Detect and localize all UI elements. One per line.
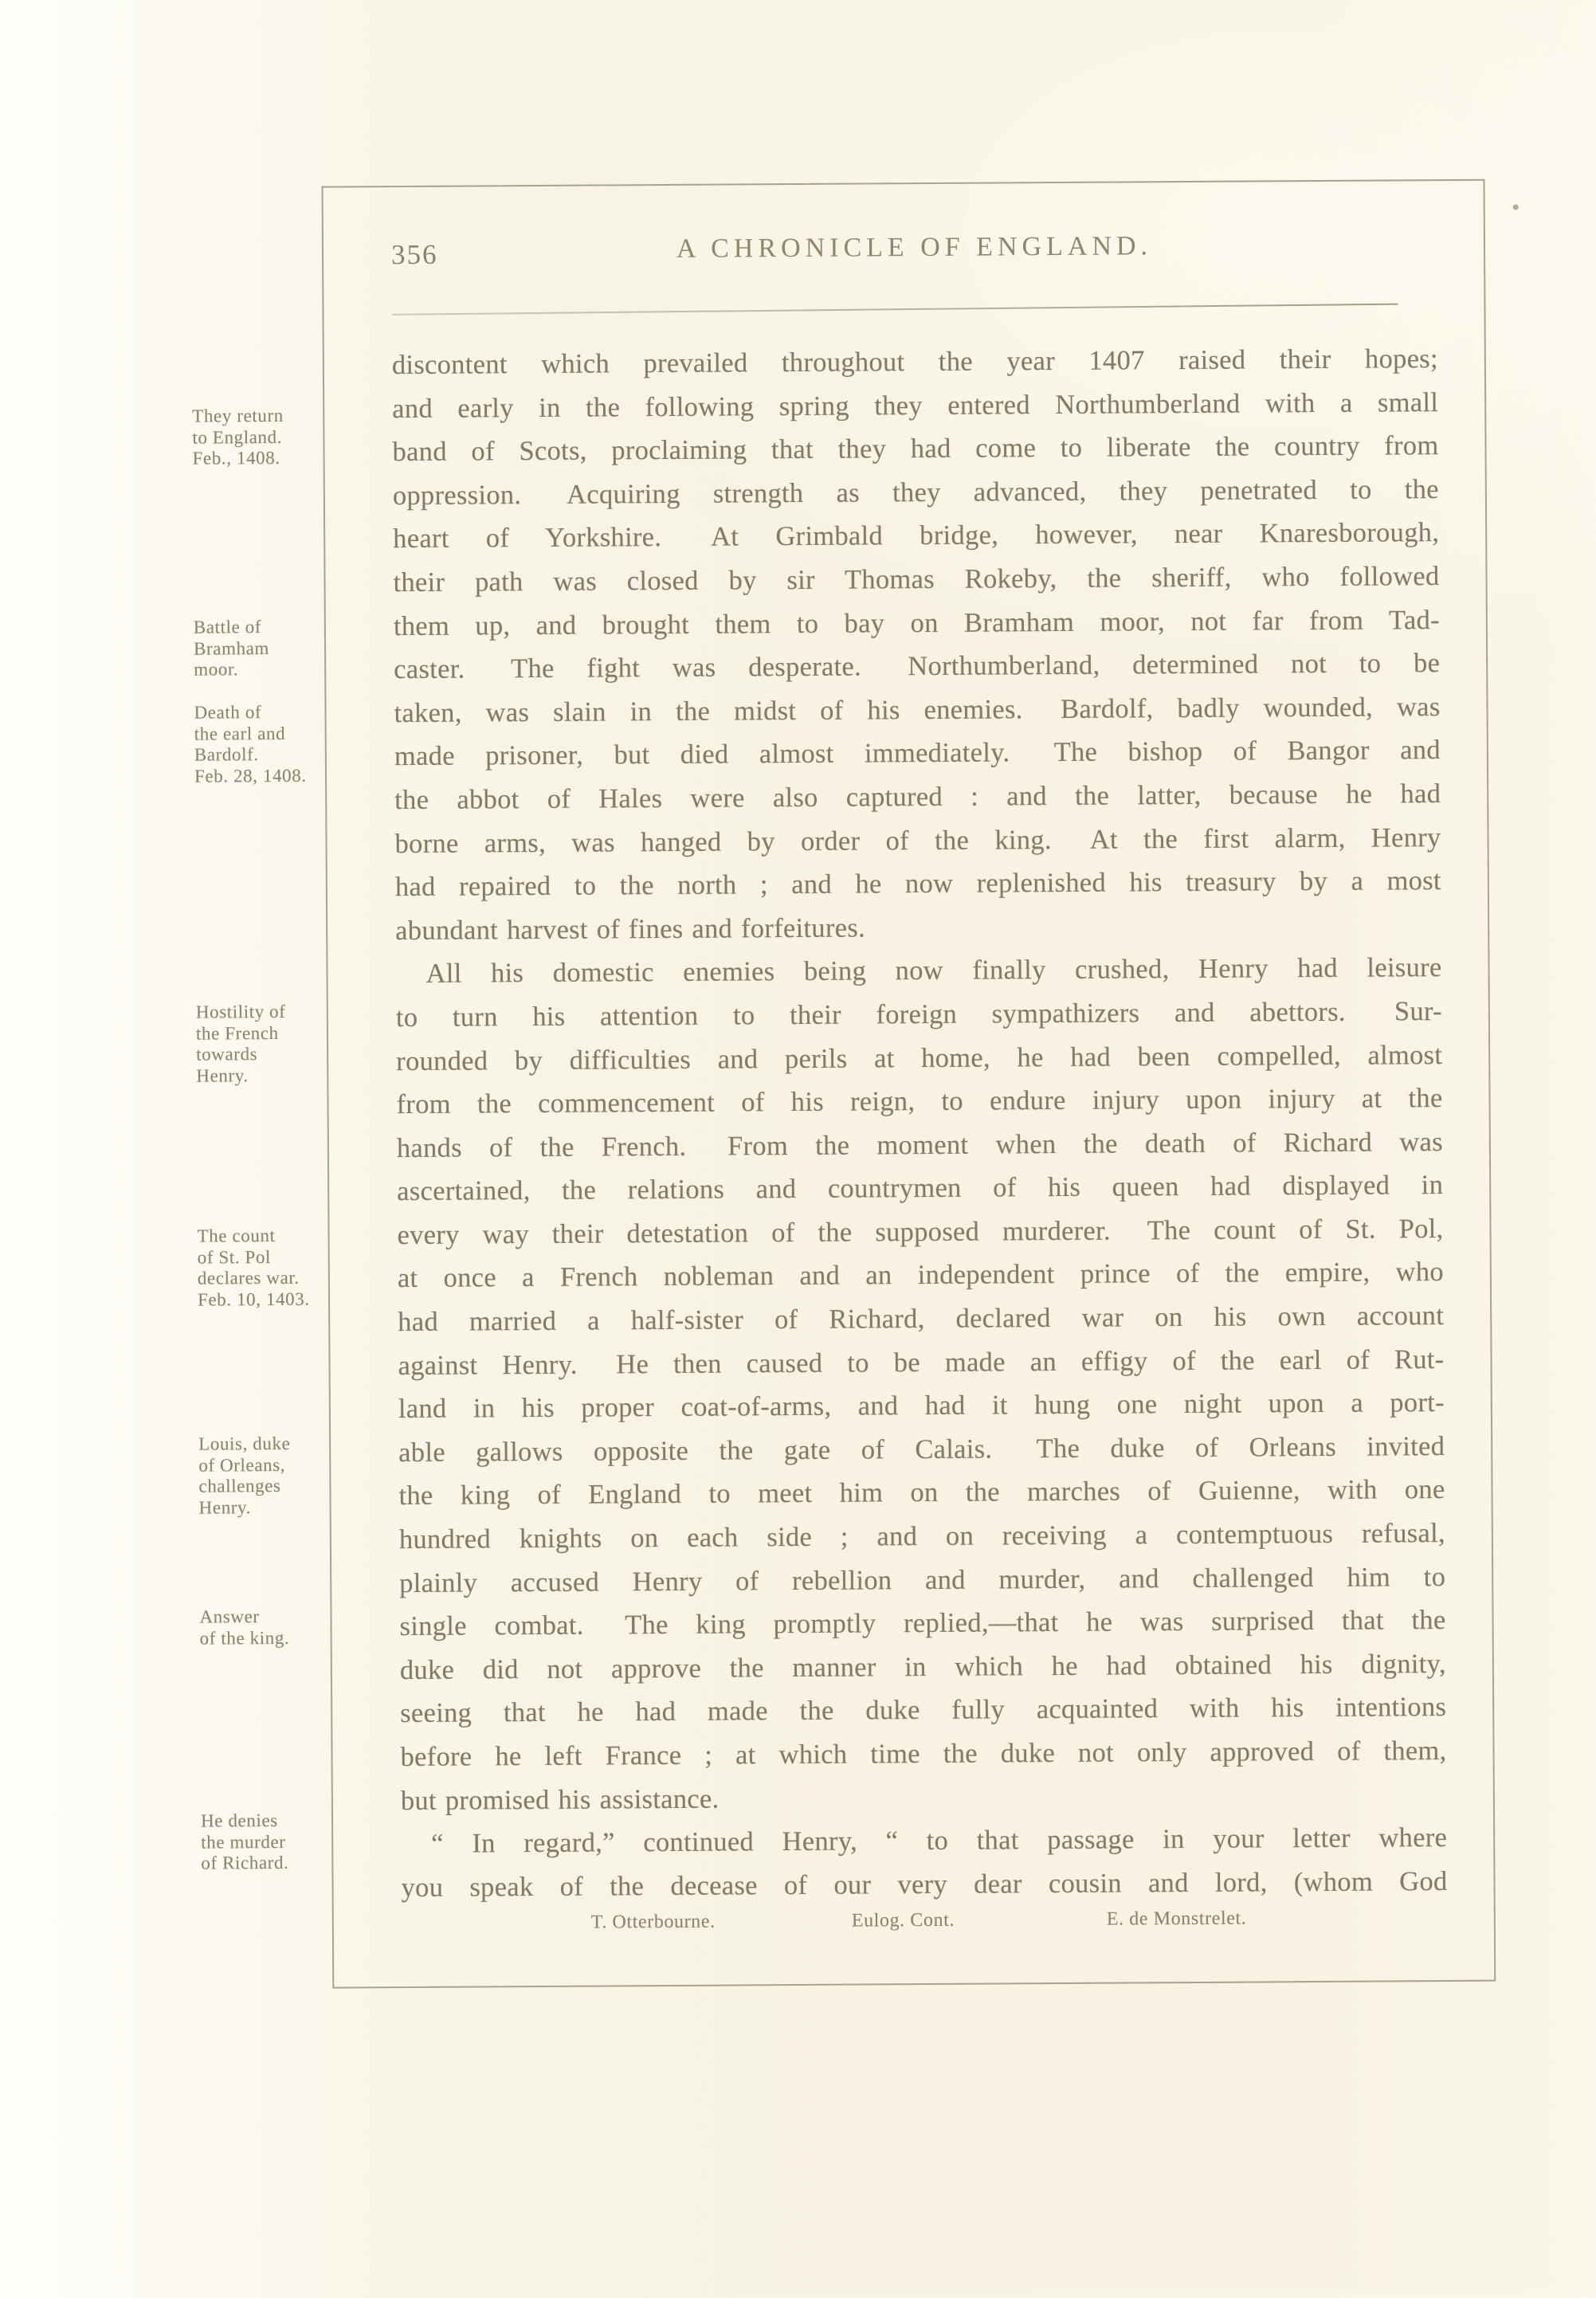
text-line: against Henry. He then caused to be made an effigy of the earl of Rut- [398,1343,1445,1381]
text-line: All his domestic enemies being now finally crushed, Henry had leisure [425,952,1442,990]
margin-note-line: Henry. [198,1496,252,1518]
margin-note-line: Hostility of [195,1001,286,1022]
text-line: them up, and brought them to bay on Bramham moor, not far from Tad- [393,604,1440,641]
margin-note-line: moor. [194,659,239,680]
margin-note-line: of St. Pol [197,1246,272,1268]
text-line: but promised his assistance. [400,1783,720,1816]
text-line: at once a French nobleman and an independent prince of the empire, who [397,1257,1444,1294]
footnote-citation: E. de Monstrelet. [1106,1908,1247,1930]
margin-note [192,406,318,469]
margin-note-line: Feb. 28, 1408. [194,765,307,786]
text-line: the king of England to meet him on the marches of Guienne, with one [398,1474,1445,1512]
margin-note-line: challenges [198,1475,281,1496]
footnote-citation: T. Otterbourne. [590,1911,716,1933]
margin-note [196,1002,323,1087]
text-line: heart of Yorkshire. At Grimbald bridge, however, near Knaresborough, [393,517,1440,555]
text-line: hundred knights on each side ; and on receiving a contemptuous refusal, [398,1518,1445,1555]
margin-note-line: declares war. [197,1267,300,1288]
text-line: plainly accused Henry of rebellion and murder, and challenged him to [399,1561,1446,1598]
margin-note [194,617,320,680]
text-line: taken, was slain in the midst of his enemies. Bardolf, badly wounded, was [394,691,1441,728]
text-line: “ In regard,” continued Henry, “ to that passage in your letter where [431,1822,1448,1860]
ink-speck [1513,204,1519,210]
margin-note-line: Answer [199,1606,260,1627]
text-line: land in his proper coat-of-arms, and had it hung one night upon a port- [398,1387,1445,1425]
margin-note-line: Bramham [193,637,270,659]
margin-note-line: to England. [192,426,283,448]
text-line: every way their detestation of the supposed murderer. The count of St. Pol, [397,1213,1444,1250]
text-line: caster. The fight was desperate. Northumberland, determined not to be [394,648,1441,685]
margin-note [199,1606,325,1649]
margin-note-line: of the king. [199,1627,290,1649]
margin-note-line: Feb. 10, 1403. [197,1288,310,1310]
margin-note [198,1433,325,1519]
margin-note-line: The count [197,1225,276,1246]
margin-note-line: the earl and [194,723,286,744]
text-line: ascertained, the relations and countrymen of his queen had displayed in [397,1170,1444,1207]
margin-note-line: He denies [200,1810,278,1831]
text-line: had married a half-sister of Richard, declared war on his own account [398,1300,1445,1338]
text-line: you speak of the decease of our very dear cousin and lord, (whom God [401,1865,1448,1903]
text-line: abundant harvest of fines and forfeitures. [395,912,866,946]
text-line: band of Scots, proclaiming that they had come to liberate the country from [392,430,1439,468]
margin-note [194,702,320,787]
text-line: discontent which prevailed throughout the year 1407 raised their hopes; [391,343,1438,381]
margin-note-line: Bardolf. [194,744,259,765]
text-line: duke did not approve the manner in which he had obtained his dignity, [399,1648,1446,1685]
text-line: to turn his attention to their foreign sympathizers and abettors. Sur- [395,995,1442,1033]
margin-note-line: They return [192,405,284,426]
text-line: before he left France ; at which time the duke not only approved of them, [400,1735,1447,1773]
margin-note-line: Feb., 1408. [192,447,280,469]
text-line: their path was closed by sir Thomas Rokeby, the sheriff, who followed [393,561,1440,598]
margin-note-line: Death of [194,702,262,723]
text-line: seeing that he had made the duke fully acquainted with his intentions [400,1692,1447,1729]
margin-note-line: the French [195,1022,279,1044]
page-number: 356 [390,238,438,271]
text-line: able gallows opposite the gate of Calais. The duke of Orleans invited [398,1430,1445,1468]
margin-note-line: of Richard. [201,1852,289,1873]
margin-note-line: Louis, duke [198,1433,291,1454]
margin-note-line: of Orleans, [198,1454,286,1476]
margin-note-line: Henry. [196,1065,249,1086]
body-text-column [392,337,1448,1909]
text-line: rounded by difficulties and perils at home, he had been compelled, almost [396,1039,1443,1076]
running-head-title: A CHRONICLE OF ENGLAND. [676,231,1153,264]
text-line: made prisoner, but died almost immediately. The bishop of Bangor and [394,735,1441,772]
text-line: hands of the French. From the moment when the death of Richard was [396,1126,1443,1163]
text-line: single combat. The king promptly replied,—that he was surprised that the [399,1605,1446,1642]
margin-note-line: towards [196,1044,258,1065]
text-line: and early in the following spring they entered Northumberland with a small [392,386,1439,424]
text-line: borne arms, was hanged by order of the king. At the first alarm, Henry [394,822,1441,859]
text-line: from the commencement of his reign, to endure injury upon injury at the [396,1083,1443,1120]
margin-note [197,1225,324,1311]
margin-note-line: the murder [201,1831,286,1853]
text-line: had repaired to the north ; and he now replenished his treasury by a most [394,865,1441,903]
margin-note-line: Battle of [193,617,262,637]
footnote-citation: Eulog. Cont. [851,1909,955,1931]
margin-note [201,1810,327,1874]
text-line: oppression. Acquiring strength as they advanced, they penetrated to the [392,473,1439,511]
text-line: the abbot of Hales were also captured : and the latter, because he had [394,778,1441,816]
